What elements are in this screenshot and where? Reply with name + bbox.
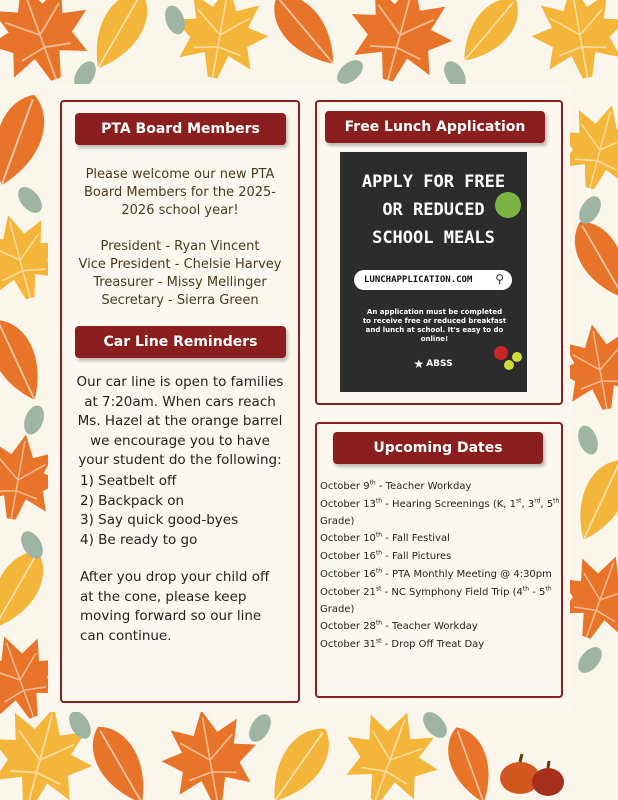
pta-member-list [62,238,298,310]
lunch-poster[interactable] [340,152,527,392]
car-line-text: After you drop your child off [80,569,270,585]
car-line-text: Our car line is open to families [76,374,284,390]
poster-url-box[interactable] [354,270,512,290]
poster-title: APPLY FOR FREE [361,172,506,192]
poster-title: SCHOOL MEALS [372,228,495,248]
car-line-step: 2) Backpack on [80,492,185,509]
pta-member: President - Ryan Vincent [100,239,260,254]
car-line-text: your student do the following: [78,452,282,468]
car-line-step: 4) Be ready to go [80,531,198,548]
car-line-step: 1) Seatbelt off [80,473,177,489]
car-line-text: we encourage you to have [90,432,270,449]
car-line-step: 3) Say quick good-byes [80,512,239,528]
car-line-text: Ms. Hazel at the orange barrel [77,413,283,429]
date-item: October 31st - Drop Off Treat Day [320,637,485,650]
car-line-text: at the cone, please keep [80,588,247,605]
poster-note: An application must be completed to receive free or reduced breakfast and lunch at school. It's easy to do online! [362,308,507,343]
date-item: October 28th - Teacher Workday [320,619,478,632]
pta-welcome-line: 2026 school year! [121,203,239,218]
abss-logo [408,352,458,376]
car-line-text: moving forward so our line [80,608,262,624]
pta-member: Vice President - Chelsie Harvey [78,257,282,272]
fruit-icon [490,342,526,382]
upcoming-list [320,478,560,654]
upcoming-heading: Upcoming Dates [333,432,543,464]
date-item: October 21st - NC Symphony Field Trip (4th - 5th Grade) [320,585,552,615]
car-line-text: can continue. [80,627,172,644]
lunch-heading: Free Lunch Application [325,111,545,143]
car-line-text: at 7:20am. When cars reach [84,393,276,410]
date-item: October 10th - Fall Festival [320,531,450,544]
date-item: October 13th - Hearing Screenings (K, 1st, 3rd, 5th Grade) [320,497,560,527]
abss-logo-text: ABSS [426,359,453,369]
pta-member: Treasurer - Missy Mellinger [93,275,267,290]
car-line-closing [80,568,295,646]
pta-welcome-line: Please welcome our new PTA [85,167,275,182]
pta-member: Secretary - Sierra Green [101,293,259,308]
car-line-intro [66,373,294,471]
poster-title: OR REDUCED [382,200,485,220]
car-line-steps [80,472,290,550]
date-item: October 16th - Fall Pictures [320,549,452,562]
search-icon: ⚲ [495,272,504,286]
date-item: October 9th - Teacher Workday [320,479,472,492]
car-line-heading: Car Line Reminders [75,326,286,358]
date-item: October 16th - PTA Monthly Meeting @ 4:30pm [320,567,552,580]
pta-welcome [66,166,294,220]
poster-url: LUNCHAPPLICATION.COM [364,275,473,285]
apple-icon [495,192,521,218]
pta-heading: PTA Board Members [75,113,286,145]
pta-welcome-line: Board Members for the 2025- [84,185,276,200]
star-icon: ★ [413,357,425,371]
